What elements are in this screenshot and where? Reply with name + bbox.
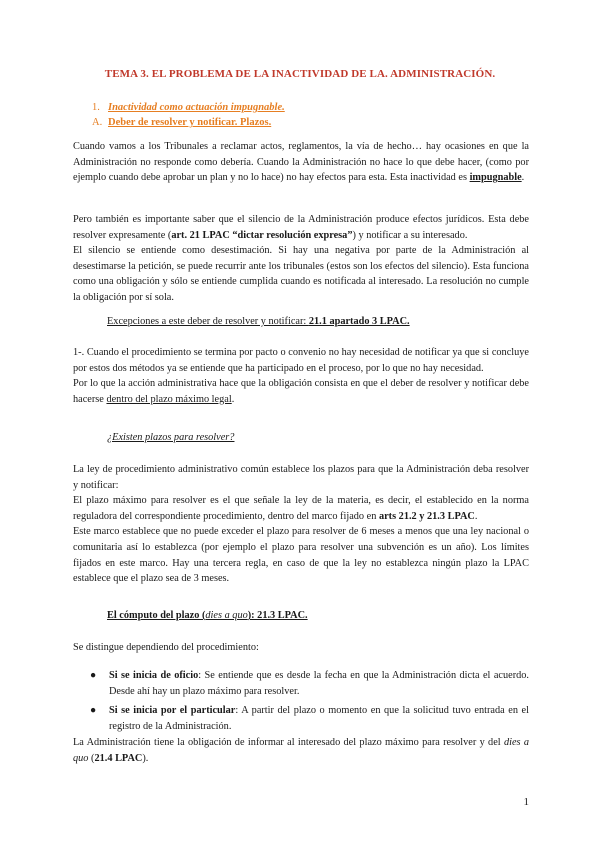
paragraph-text: Por lo que la acción administrativa hace que la obligación consista en que el deber de resolver y notificar debe hacerse — [73, 378, 529, 405]
article-ref: 21.4 LPAC — [94, 752, 143, 764]
heading-computo — [107, 610, 308, 621]
paragraph-text: Cuando vamos a los Tribunales a reclamar actos, reglamentos, la vía de hecho… hay ocasiones en que la Administración no responde como debería. Cuando la Administración no hace lo que debe hacer, (como por ejemplo cuando debe aprobar un plan y no lo hace) no hay efectos para esta. Esta inactividad es — [73, 141, 529, 184]
paragraph-text: ( — [88, 752, 95, 764]
italic-text: dies a quo — [73, 737, 529, 764]
paragraph-text: El plazo máximo para resolver es el que señale la ley de la materia, es decir, el establecido en la norma reguladora del correspondiente procedimiento, dentro del marco fijado en — [73, 495, 529, 522]
page-title: TEMA 3. EL PROBLEMA DE LA INACTIVIDAD DE LA. ADMINISTRACIÓN. — [104, 68, 496, 80]
paragraph-distingue: Se distingue dependiendo del procedimiento: — [73, 642, 259, 653]
paragraph-end: . — [231, 393, 235, 405]
outline-item-2 — [92, 115, 285, 130]
paragraph-text: La ley de procedimiento administrativo común establece los plazos para que la Administración deba resolver y notificar: — [73, 464, 529, 491]
heading-ref: 21.1 apartado 3 LPAC. — [308, 316, 410, 327]
bullet-icon: ● — [90, 670, 97, 681]
outline-text: Inactividad como actuación impugnable. — [108, 102, 285, 113]
paragraph-intro — [73, 139, 529, 186]
outline-item-1 — [92, 100, 285, 115]
underlined-text: dentro del plazo máximo legal — [106, 393, 232, 405]
paragraph-exceptions — [73, 345, 529, 407]
paragraph-end: ). — [142, 752, 149, 764]
heading-ref: ): 21.3 LPAC. — [247, 610, 308, 621]
paragraph-end: ) y notificar a su interesado. — [352, 229, 468, 241]
heading-plazos: ¿Existen plazos para resolver? — [107, 432, 235, 443]
outline-num: A. — [92, 117, 103, 128]
list-item-text: : A partir del plazo o momento en que la solicitud tuvo entrada en el registro de la Administración. — [109, 705, 529, 732]
heading-text: El cómputo del plazo ( — [107, 610, 206, 621]
emphasis: impugnable — [469, 172, 522, 184]
paragraph-text: 1-. Cuando el procedimiento se termina por pacto o convenio no hay necesidad de notificar ya que si concluye por estos dos métodos ya se entiende que ha participado en el proceso, por lo que no hay necesidad. — [73, 347, 529, 374]
procedure-list — [73, 668, 529, 738]
paragraph-plazos — [73, 462, 529, 587]
paragraph-silence — [73, 212, 529, 306]
article-ref: art. 21 LPAC “dictar resolución expresa” — [171, 229, 353, 241]
paragraph-end: . — [521, 172, 525, 184]
paragraph-end: . — [474, 510, 478, 522]
section-outline — [92, 100, 285, 130]
bullet-icon: ● — [90, 705, 97, 717]
paragraph-text: La Administración tiene la obligación de informar al interesado del plazo máximo para resolver y del — [73, 737, 504, 748]
list-item-text: : Se entiende que es desde la fecha en que la Administración dicta el acuerdo. Desde ahí hay un plazo máximo para resolver. — [109, 670, 529, 697]
paragraph-text: Este marco establece que no puede exceder el plazo para resolver de 6 meses a menos que una ley nacional o comunitaria así lo establezca (por ejemplo el plazo para resolver una subvención es un año). Los límites fijados en este marco. Hay una tercera regla, en caso de que la ley no establezca ningún plazo la LPAC establece que el plazo sea de 3 meses. — [73, 526, 529, 585]
paragraph-desestimacion: El silencio se entiende como desestimación. Si hay una negativa por parte de la Administración al desestimarse la petición, se puede recurrir ante los tribunales (estos son los efectos del silencio). Esta funciona como una obligación y sólo se entiende cumplida cuando es notificada al interesado. La resolución no cumple la obligación por sí sola. — [73, 245, 529, 303]
heading-exceptions — [107, 316, 410, 327]
list-item — [73, 668, 529, 699]
list-item-label: Si se inicia por el particular — [109, 705, 236, 717]
list-item-label: Si se inicia de oficio — [109, 670, 199, 681]
list-item — [73, 703, 529, 734]
outline-num: 1. — [92, 102, 100, 113]
outline-text: Deber de resolver y notificar. Plazos. — [108, 117, 272, 128]
heading-italic: dies a quo — [205, 610, 248, 621]
article-ref: arts 21.2 y 21.3 LPAC — [378, 510, 475, 522]
paragraph-informar — [73, 735, 529, 766]
paragraph-text: Pero también es importante saber que el silencio de la Administración produce efectos jurídicos. Esta debe resolver expresamente ( — [73, 214, 529, 241]
heading-text: Excepciones a este deber de resolver y notificar: — [107, 316, 309, 327]
page-number: 1 — [523, 796, 529, 808]
